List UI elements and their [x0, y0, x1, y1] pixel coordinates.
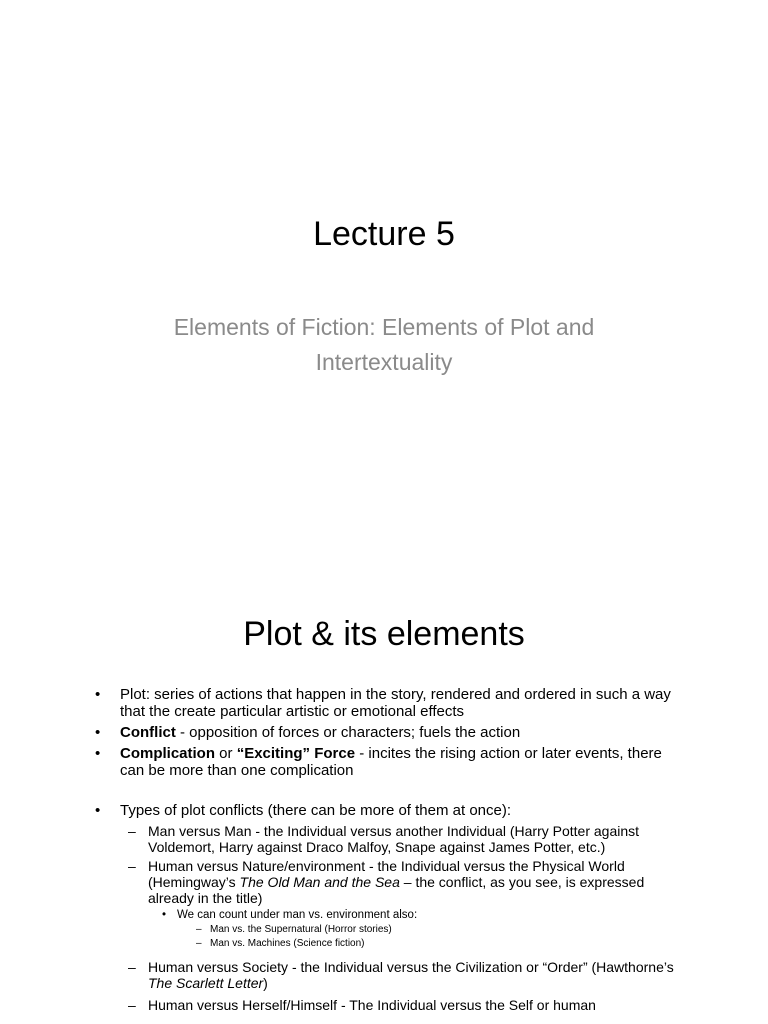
term-exciting-force: “Exciting” Force	[236, 745, 356, 762]
env-item-text: Man vs. the Supernatural (Horror stories)	[210, 924, 392, 935]
sub-bullet-man-vs-society	[92, 959, 682, 991]
sub-bullet-text: Man versus Man - the Individual versus another Individual (Harry Potter against Voldemort, Harry against Draco Malfoy, Snape against James Potter, etc.)	[148, 823, 640, 855]
bullet-text: - incites the rising action or later events, there can be more than one complication	[120, 745, 662, 779]
sub-bullet-man-vs-man	[92, 823, 682, 855]
bullet-complication	[92, 745, 682, 779]
book-title: The Scarlett Letter	[148, 975, 264, 991]
sub-bullet-text: Human versus Herself/Himself - The Individual versus the Self or human	[148, 997, 596, 1013]
slide-heading: Plot & its elements	[243, 615, 525, 653]
sub-bullet-text: Human versus Society - the Individual versus the Civilization or “Order” (Hawthorne’s	[148, 959, 674, 975]
env-item-machines	[92, 937, 682, 951]
term-complication: Complication	[120, 745, 216, 762]
bullet-connector: or	[215, 745, 237, 762]
sub-sub-bullet-environment-note	[92, 908, 682, 922]
sub-bullet-text: )	[263, 975, 268, 991]
sub-bullet-text: – the conflict, as you see, is expressed already in the title)	[148, 874, 645, 906]
bullet-conflict-types	[92, 802, 682, 819]
bullet-list	[92, 686, 682, 1015]
bullet-conflict	[92, 724, 682, 741]
book-title: The Old Man and the Sea	[239, 874, 400, 890]
term-conflict: Conflict	[120, 724, 176, 741]
bullet-text: Plot: series of actions that happen in the story, rendered and ordered in such a way that the create particular artistic or emotional effects	[120, 686, 671, 720]
bullet-plot-definition	[92, 686, 682, 720]
lecture-subtitle: Elements of Fiction: Elements of Plot and Intertextuality	[173, 314, 595, 375]
sub-bullet-man-vs-nature	[92, 858, 682, 906]
sub-bullet-man-vs-self	[92, 997, 682, 1013]
slide-plot-elements	[0, 576, 768, 1024]
sub-bullet-text: Human versus Nature/environment - the Individual versus the Physical World (Hemingway’s	[148, 858, 625, 890]
env-item-supernatural	[92, 923, 682, 937]
env-item-text: Man vs. Machines (Science fiction)	[210, 938, 365, 949]
note-text: We can count under man vs. environment also:	[177, 909, 418, 921]
bullet-text: - opposition of forces or characters; fuels the action	[175, 724, 521, 741]
lecture-title: Lecture 5	[313, 215, 455, 253]
bullet-text: Types of plot conflicts (there can be more of them at once):	[120, 802, 512, 819]
